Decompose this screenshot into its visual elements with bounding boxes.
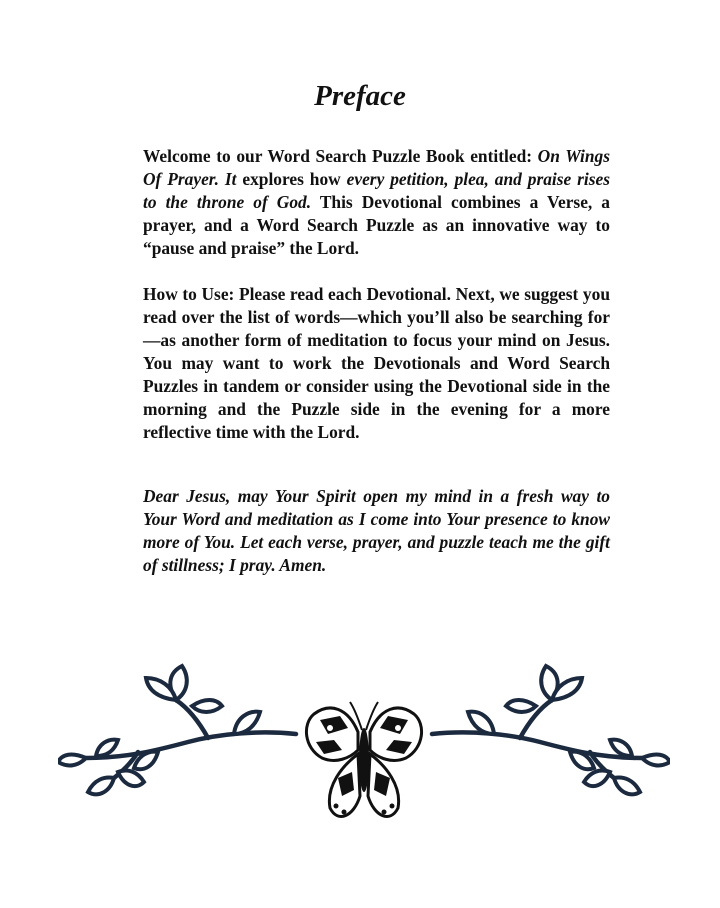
welcome-paragraph [143,145,610,260]
leaf-icon [642,755,670,766]
how-to-use-paragraph: How to Use: Please read each Devotional. Next, we suggest you read over the list of words—which you’ll also be searching for—as another form of meditation to focus your mind on Jesus. You may want to work the Devotionals and Word Search Puzzles in tandem or consider using the Devotional side in the morning and the Puzzle side in the evening for a more reflective time with the Lord. [143,284,610,442]
leaf-icon [118,770,144,786]
page-title: Preface [314,80,406,112]
leaf-icon [610,740,632,756]
welcome-end: This Devotional combines a Verse, a prayer, and a Word Search Puzzle as an innovative way to “pause and praise” the Lord. [143,192,611,258]
leaf-icon [88,778,114,795]
leaf-icon [58,755,86,766]
butterfly-vine-ornament-icon [58,662,670,842]
leaf-icon [192,700,222,712]
leaf-icon [584,770,610,786]
welcome-emphasis: every petition, plea, and praise rises to the throne of God. [143,169,610,212]
leaf-icon [96,740,118,756]
leaf-icon [506,700,536,712]
butterfly-icon [306,702,421,817]
welcome-middle: explores how [236,169,347,189]
book-title: On Wings Of Prayer. It [143,146,610,189]
prayer-paragraph: Dear Jesus, may Your Spirit open my mind in a fresh way to Your Word and meditation as I come into Your presence to know more of You. Let each verse, prayer, and puzzle teach me the gift of stillness; I pray. Amen. [143,486,610,575]
leaf-icon [614,778,640,795]
welcome-intro: Welcome to our Word Search Puzzle Book entitled: [143,146,538,166]
